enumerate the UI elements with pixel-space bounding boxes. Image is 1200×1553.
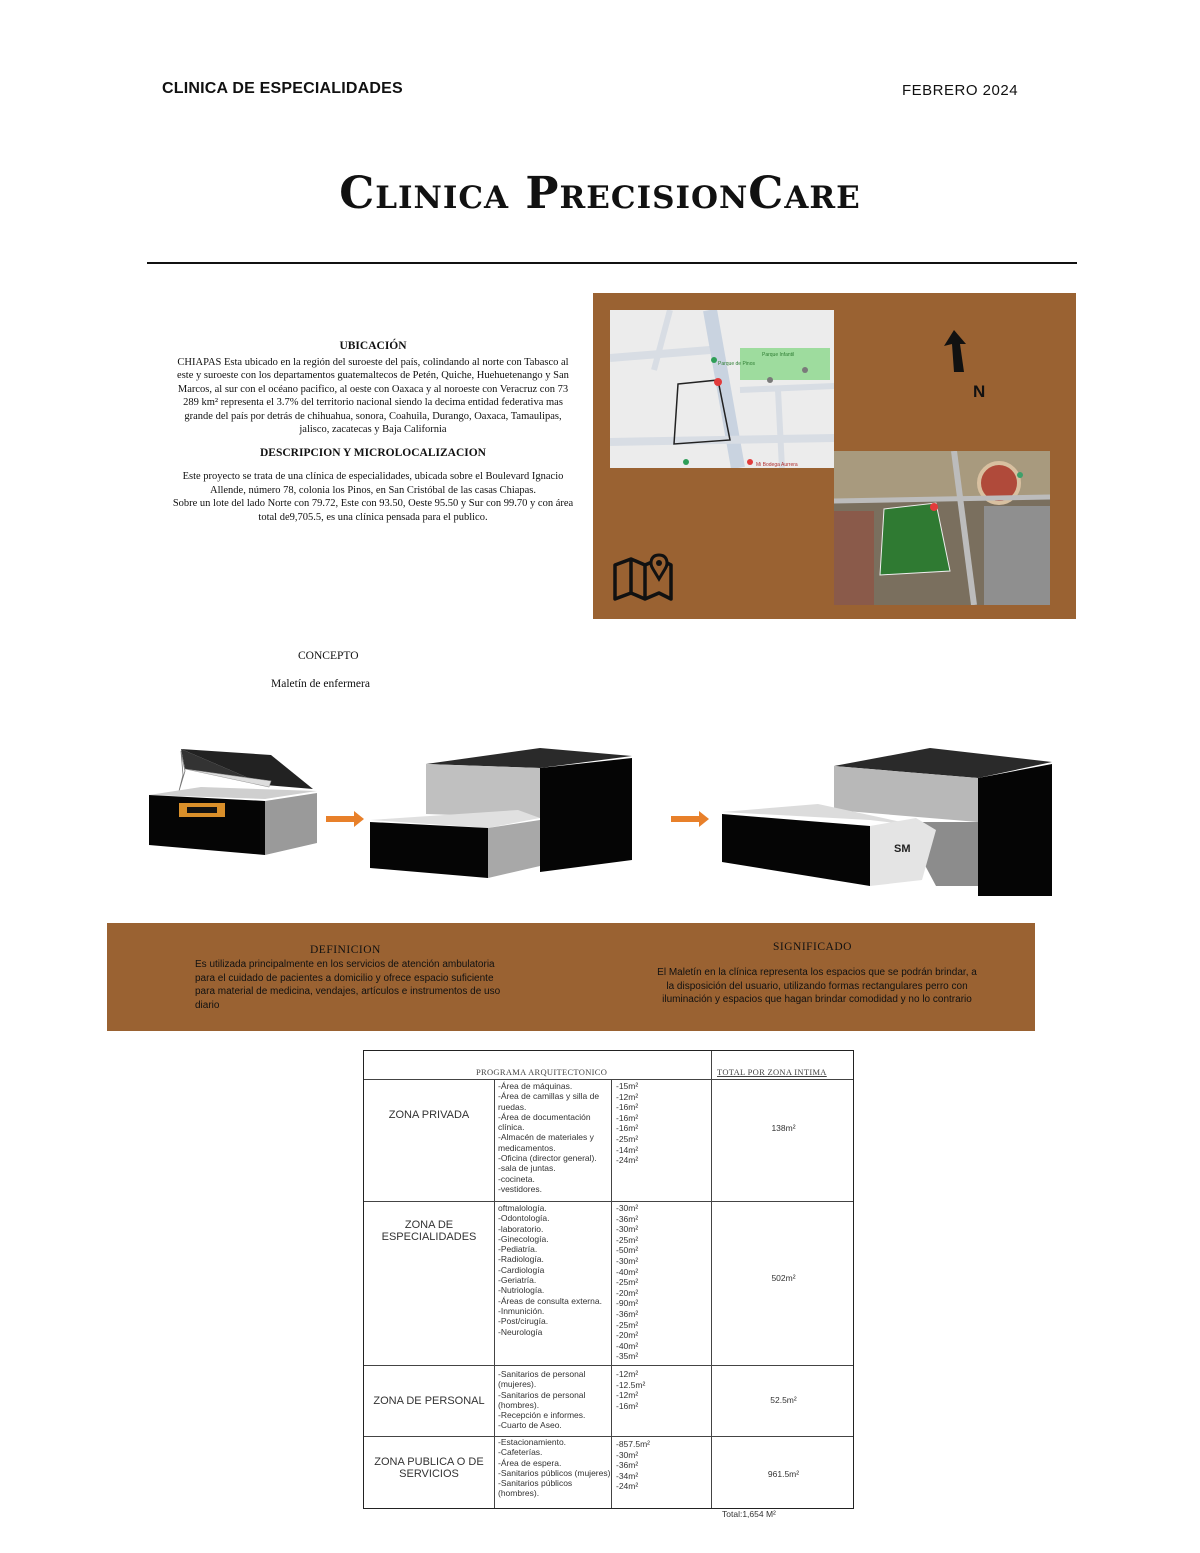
area-value: -40m² xyxy=(616,1266,639,1277)
list-item: -Ginecología. xyxy=(498,1233,549,1244)
zone-name: ZONA DE PERSONAL xyxy=(373,1395,485,1407)
definition-text: Es utilizada principalmente en los servicios de atención ambulatoria para el cuidado de pacientes a domicilio y ofrece espacio suficiente para material de medicina, vendajes, artículos e instrumentos de uso diario xyxy=(195,959,501,1011)
concept-heading: CONCEPTO xyxy=(298,650,359,662)
list-item: -Oficina (director general). xyxy=(498,1153,597,1164)
list-item: -Área de espera. xyxy=(498,1457,562,1468)
zone-name: ZONA DE ESPECIALIDADES xyxy=(381,1219,477,1243)
table-divider xyxy=(364,1201,711,1202)
street-map xyxy=(610,310,834,468)
area-value: -90m² xyxy=(616,1298,639,1309)
street-map-graphic xyxy=(610,310,834,468)
concept-subtitle: Maletín de enfermera xyxy=(271,678,370,690)
zone-spaces-list xyxy=(498,1369,612,1431)
table-divider xyxy=(494,1079,495,1508)
list-item: -Cafeterías. xyxy=(498,1447,543,1458)
description-text-2: Sobre un lote del lado Norte con 79.72, Este con 93.50, Oeste 95.50 y Sur con 99.70 y con área total de9,705.5, es una clínica pensada para el publico. xyxy=(172,498,574,523)
area-value: -16m² xyxy=(616,1112,639,1123)
area-value: -14m² xyxy=(616,1144,639,1155)
area-value: -50m² xyxy=(616,1245,639,1256)
area-value: -857.5m² xyxy=(616,1439,651,1449)
grand-total: Total:1,654 M² xyxy=(722,1509,776,1519)
arrow-right-icon xyxy=(671,811,711,827)
area-value: -36m² xyxy=(616,1213,639,1224)
massing-label: SM xyxy=(894,843,911,855)
list-item: -Pediatría. xyxy=(498,1244,538,1255)
zone-spaces-list xyxy=(498,1081,612,1194)
table-divider xyxy=(711,1436,853,1437)
header-date: FEBRERO 2024 xyxy=(902,82,1019,99)
area-value: -12m² xyxy=(616,1390,639,1401)
area-value: -16m² xyxy=(616,1400,639,1411)
zone-areas-list xyxy=(616,1369,676,1411)
list-item: -Neurología xyxy=(498,1326,543,1337)
area-value: -12m² xyxy=(616,1091,639,1102)
area-value: -30m² xyxy=(616,1255,639,1266)
list-item: -Estacionamiento. xyxy=(498,1437,567,1447)
list-item: -Almacén de materiales y medicamentos. xyxy=(498,1132,594,1153)
map-label-store: Mi Bodega Aurrera xyxy=(756,462,798,468)
area-value: -20m² xyxy=(616,1330,639,1341)
table-divider xyxy=(711,1051,712,1508)
list-item: -Sanitarios de personal (hombres). xyxy=(498,1389,586,1410)
zone-name: ZONA PRIVADA xyxy=(388,1109,470,1121)
area-value: -15m² xyxy=(616,1081,639,1091)
location-section xyxy=(172,340,574,524)
area-value: -12.5m² xyxy=(616,1379,646,1390)
list-item: -Sanitarios de personal (mujeres). xyxy=(498,1369,586,1390)
list-item: -Recepción e informes. xyxy=(498,1410,586,1421)
satellite-map-graphic xyxy=(834,451,1050,605)
nurse-bag-drawing xyxy=(145,745,325,860)
zone-total: 961.5m² xyxy=(767,1469,800,1479)
zone-areas-list xyxy=(616,1081,676,1166)
concept-massing-1 xyxy=(368,748,636,880)
list-item: -Radiología. xyxy=(498,1254,544,1265)
zone-areas-list xyxy=(616,1203,676,1362)
area-value: -36m² xyxy=(616,1460,639,1471)
area-value: -30m² xyxy=(616,1224,639,1235)
meaning-heading: SIGNIFICADO xyxy=(773,941,852,953)
area-value: -36m² xyxy=(616,1308,639,1319)
description-heading: DESCRIPCION Y MICROLOCALIZACION xyxy=(260,446,486,459)
zone-total: 502m² xyxy=(771,1273,796,1283)
zone-total: 138m² xyxy=(771,1123,796,1133)
zone-total-header: TOTAL POR ZONA INTIMA xyxy=(717,1067,827,1077)
map-label-kids-park: Parque Infantil xyxy=(762,352,795,358)
north-label: N xyxy=(973,382,986,401)
definition-heading: DEFINICION xyxy=(310,944,381,956)
list-item: -Área de camillas y silla de ruedas. xyxy=(498,1091,600,1112)
title-divider xyxy=(147,262,1077,264)
list-item: -vestidores. xyxy=(498,1183,542,1194)
list-item: -Post/cirugía. xyxy=(498,1316,549,1327)
area-value: -30m² xyxy=(616,1203,639,1213)
zone-areas-list xyxy=(616,1439,676,1492)
description-text-1: Este proyecto se trata de una clínica de especialidades, ubicada sobre el Boulevard Ignacio Allende, número 78, colonia los Pinos, en San Cristóbal de las casas Chiapas. xyxy=(182,471,564,496)
program-header: PROGRAMA ARQUITECTONICO xyxy=(476,1067,608,1077)
satellite-map xyxy=(834,451,1050,605)
page-title: Clinica PrecisionCare xyxy=(339,168,861,219)
list-item: -Geriatría. xyxy=(498,1275,537,1286)
list-item: -Área de máquinas. xyxy=(498,1081,573,1091)
area-value: -25m² xyxy=(616,1133,639,1144)
area-value: -16m² xyxy=(616,1102,639,1113)
concept-massing-2 xyxy=(720,746,1054,898)
meaning-text: El Maletín en la clínica representa los espacios que se podrán brindar, a la disposición del usuario, utilizando formas rectangulares perro con iluminación y espacios que hagan brindar comodidad y no lo contrario xyxy=(657,967,977,1005)
area-value: -25m² xyxy=(616,1277,639,1288)
area-value: -25m² xyxy=(616,1319,639,1330)
list-item: -Odontología. xyxy=(498,1213,550,1224)
north-arrow-icon xyxy=(942,330,972,374)
list-item: -Cuarto de Aseo. xyxy=(498,1420,562,1431)
list-item: -Área de documentación clínica. xyxy=(498,1111,591,1133)
table-divider xyxy=(711,1079,853,1080)
area-value: -20m² xyxy=(616,1287,639,1298)
map-pin-icon xyxy=(613,553,675,601)
zone-name: ZONA PUBLICA O DE SERVICIOS xyxy=(374,1456,484,1480)
area-value: -12m² xyxy=(616,1369,639,1379)
location-heading: UBICACIÓN xyxy=(339,340,407,352)
table-divider xyxy=(364,1365,711,1366)
list-item: -Áreas de consulta externa. xyxy=(498,1295,602,1306)
area-value: -24m² xyxy=(616,1481,639,1492)
architectural-program-table xyxy=(363,1050,854,1509)
list-item: -sala de juntas. xyxy=(498,1163,556,1174)
area-value: -25m² xyxy=(616,1234,639,1245)
table-divider xyxy=(364,1079,711,1080)
arrow-right-icon xyxy=(326,811,366,827)
list-item: -cocineta. xyxy=(498,1173,535,1184)
table-divider xyxy=(711,1365,853,1366)
list-item: -Cardiología xyxy=(498,1264,545,1275)
zone-spaces-list xyxy=(498,1203,612,1337)
list-item: -Inmunición. xyxy=(498,1305,545,1316)
map-label-park: Parque de Pinos xyxy=(718,361,755,367)
area-value: -35m² xyxy=(616,1351,639,1362)
list-item: -Sanitarios públicos (hombres). xyxy=(498,1478,573,1499)
area-value: -40m² xyxy=(616,1340,639,1351)
list-item: oftmalología. xyxy=(498,1203,547,1213)
zone-total: 52.5m² xyxy=(770,1395,797,1405)
location-text: CHIAPAS Esta ubicado en la región del suroeste del país, colindando al norte con Tabasco al este y suroeste con los departamentos guatemaltecos de Petén, Quiche, Huehuetenango y San Marcos, al sur con el océano pacifico, al oeste con Oaxaca y al noroeste con Veracruz con 73 289 km² representa el 3.7% del territorio nacional siendo la decima entidad federativa mas grande del país por detrás de chihuahua, sonora, Coahuila, Durango, Oaxaca, Tamaulipas, jalisco, zacatecas y Baja California xyxy=(177,356,569,435)
area-value: -30m² xyxy=(616,1449,639,1460)
zone-spaces-list xyxy=(498,1437,612,1499)
list-item: -Nutriología. xyxy=(498,1285,545,1296)
table-divider xyxy=(711,1201,853,1202)
area-value: -16m² xyxy=(616,1123,639,1134)
header-clinic-name: CLINICA DE ESPECIALIDADES xyxy=(162,80,403,97)
area-value: -24m² xyxy=(616,1155,639,1166)
list-item: -laboratorio. xyxy=(498,1223,544,1234)
area-value: -34m² xyxy=(616,1470,639,1481)
list-item: -Sanitarios públicos (mujeres) xyxy=(498,1467,611,1478)
